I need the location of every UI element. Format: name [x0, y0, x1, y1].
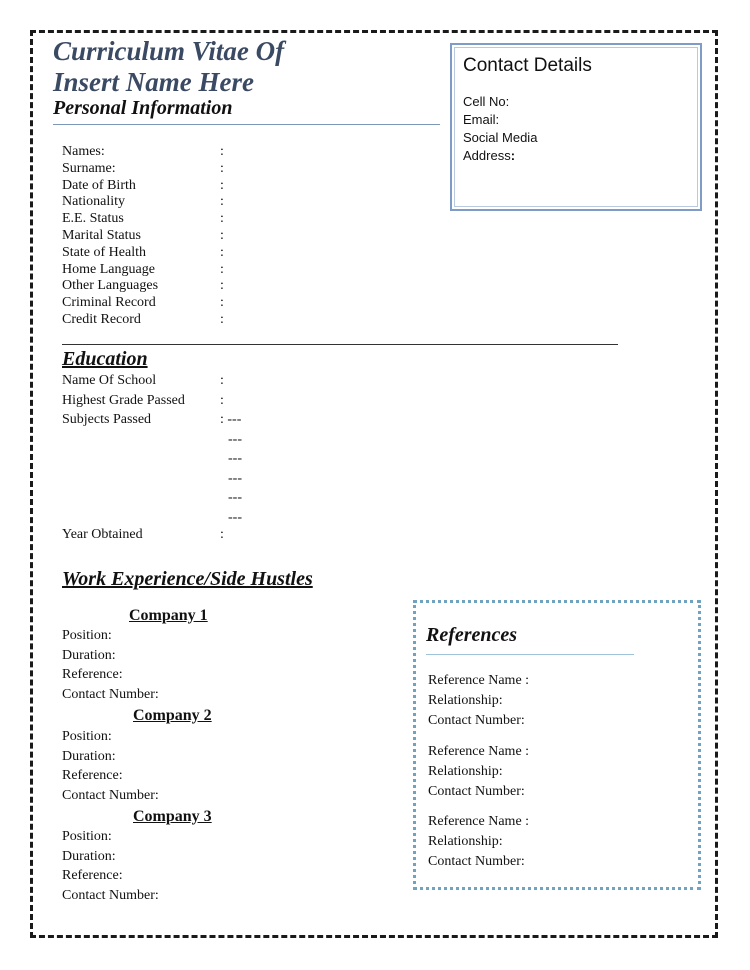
company-reference: Reference: — [62, 768, 123, 784]
field-label: Names: — [62, 144, 105, 159]
reference-relationship: Relationship: — [428, 763, 503, 779]
reference-2 — [428, 742, 529, 801]
company-2-heading: Company 2 — [133, 707, 212, 724]
field-label: Surname: — [62, 160, 116, 176]
company-contact-number: Contact Number: — [62, 686, 159, 702]
reference-contact-number: Contact Number: — [428, 853, 525, 869]
subject-line: --- — [228, 470, 242, 486]
field-label: Criminal Record — [62, 295, 156, 311]
subject-line: --- — [228, 451, 242, 466]
company-1-details — [62, 626, 159, 704]
field-colon: : — [220, 261, 224, 277]
reference-relationship: Relationship: — [428, 692, 503, 708]
contact-address-colon: : — [510, 148, 516, 163]
field-label: Year Obtained — [62, 527, 143, 542]
reference-1 — [428, 671, 529, 730]
subject-line: --- — [228, 509, 242, 525]
company-2-details — [62, 727, 159, 805]
title-line-2: Insert Name Here — [53, 67, 254, 97]
contact-social-media: Social Media — [463, 130, 538, 145]
field-colon: : — [220, 392, 224, 408]
field-label: Highest Grade Passed — [62, 392, 185, 408]
reference-contact-number: Contact Number: — [428, 712, 525, 728]
field-colon: : — [220, 144, 224, 159]
company-reference: Reference: — [62, 667, 123, 683]
company-duration: Duration: — [62, 647, 116, 663]
field-colon: : — [220, 177, 224, 193]
contact-address — [463, 147, 515, 165]
field-label: Date of Birth — [62, 177, 136, 193]
reference-name: Reference Name : — [428, 814, 530, 829]
field-colon: : — [220, 373, 224, 388]
field-colon: : — [220, 244, 224, 260]
reference-contact-number: Contact Number: — [428, 783, 525, 799]
field-label: Other Languages — [62, 278, 159, 294]
company-contact-number: Contact Number: — [62, 887, 159, 903]
field-colon: : — [220, 160, 224, 176]
company-1-heading: Company 1 — [129, 607, 208, 624]
company-position: Position: — [62, 729, 112, 744]
cv-title — [53, 36, 284, 98]
field-label: Nationality — [62, 194, 125, 210]
title-line-1: Curriculum Vitae Of — [53, 36, 285, 66]
subject-line: --- — [228, 490, 242, 505]
contact-details-heading: Contact Details — [463, 55, 592, 76]
field-colon: : — [220, 278, 224, 294]
company-reference: Reference: — [62, 868, 123, 884]
field-label: Name Of School — [62, 373, 157, 388]
field-colon: : — [220, 295, 224, 311]
field-label: State of Health — [62, 244, 146, 260]
company-contact-number: Contact Number: — [62, 787, 159, 803]
field-label: E.E. Status — [62, 211, 124, 227]
subject-line: --- — [228, 431, 242, 447]
field-label: Home Language — [62, 261, 155, 277]
company-duration: Duration: — [62, 748, 116, 764]
references-rule — [426, 654, 634, 655]
personal-information-heading: Personal Information — [53, 97, 233, 119]
contact-details-box — [450, 43, 702, 211]
contact-email: Email: — [463, 112, 500, 127]
company-position: Position: — [62, 829, 112, 844]
field-colon: : — [220, 211, 224, 227]
title-rule — [53, 124, 440, 125]
field-label: Credit Record — [62, 311, 141, 327]
references-box — [413, 600, 701, 890]
company-3-heading: Company 3 — [133, 808, 212, 825]
field-colon: : — [220, 194, 224, 210]
work-experience-heading: Work Experience/Side Hustles — [62, 568, 313, 590]
contact-cell: Cell No: — [463, 94, 510, 109]
company-position: Position: — [62, 628, 112, 643]
company-duration: Duration: — [62, 848, 116, 864]
field-label: Marital Status — [62, 227, 141, 243]
education-heading: Education — [62, 348, 148, 370]
references-heading: References — [426, 624, 518, 646]
reference-relationship: Relationship: — [428, 833, 503, 849]
reference-name: Reference Name : — [428, 744, 530, 759]
section-divider — [62, 344, 618, 345]
subject-line: : --- — [220, 412, 242, 427]
field-label: Subjects Passed — [62, 412, 152, 427]
reference-3 — [428, 812, 529, 871]
reference-name: Reference Name : — [428, 673, 530, 688]
company-3-details — [62, 827, 159, 905]
field-colon: : — [220, 227, 224, 243]
field-colon: : — [220, 311, 224, 327]
contact-address-label: Address — [463, 148, 511, 163]
field-colon: : — [220, 527, 224, 542]
